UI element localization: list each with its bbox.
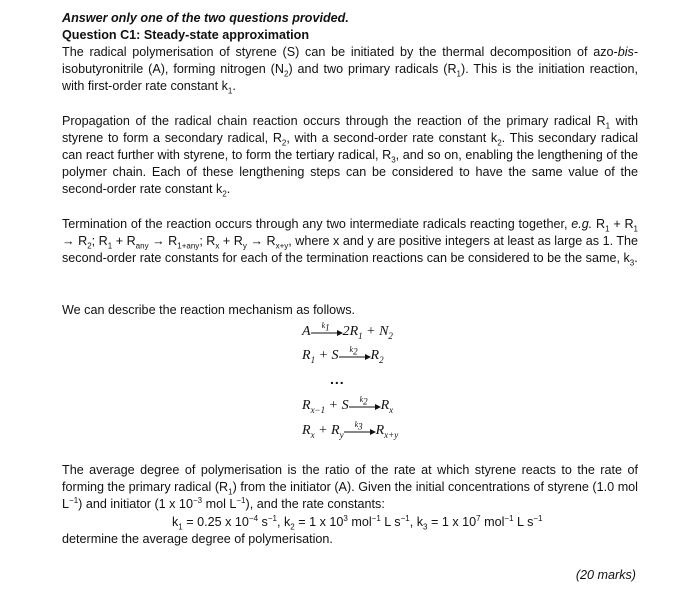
ellipsis: ... [330,371,345,387]
arrow-icon: $k_3$ [344,425,376,437]
equation-propagation-1: $R_1 + S$ $k_2$ $R_2$ [302,344,384,365]
rate-constants: $k_1 = 0.25$ x $10^{-4}$ $s^{-1}$, $k_2 = 1$ x $10^3$ mol$^{-1}$ L $s^{-1}$, $k_3 = 1$ x $10^7$ mol$^{-1}$ L $s^{-1}$ [172,513,543,532]
question-paragraph: The average degree of polymerisation is the ratio of the rate at which styrene reacts to the rate of forming the primary radical $(R_1)$ from the initiator (A). Given the initial concentrations of styrene (1.0 mol $L^{-1}$) and initiator (1 x $10^{-3}$ mol $L^{-1}$), and the rate constants: [62,463,638,511]
arrow-icon: $k_1$ [311,326,343,338]
answer-note: Answer only one of the two questions provided. [62,11,349,25]
equation-termination: $R_x + R_y$ $k_3$ $R_{x+y}$ [302,419,399,440]
intro-paragraph: The radical polymerisation of styrene (S) can be initiated by the thermal decomposition of azo-bis-isobutyronitrile (A), forming nitrogen $(N_2)$ and two primary radicals $(R_1)$. This is the initiation reaction, with first-order rate constant $k_1$. [62,45,638,96]
question-title: Question C1: Steady-state approximation [62,28,310,42]
final-instruction: determine the average degree of polymerisation. [62,532,333,546]
marks-label: (20 marks) [575,568,636,582]
termination-paragraph: Termination of the reaction occurs through any two intermediate radicals reacting together, e.g. $R_1 + R_1 \to R_2$; $R_1 + R_{any} \to R_{1+any}$; $R_x + R_y \to R_{x+y}$, where x and y are positive integers at least as large as 1. The second-order rate constants for each of the termination reactions can be considered to be the same, $k_3$. [62,217,639,268]
equation-propagation-x: $R_{x-1} + S$ $k_2$ $R_x$ [302,394,394,415]
header [62,10,638,95]
mechanism-intro: We can describe the reaction mechanism as follows. [62,303,356,317]
arrow-icon: $k_2$ [339,350,371,362]
equation-initiation: A $k_1$ $2R_1 + N_2$ [302,320,393,341]
arrow-icon: $k_2$ [349,400,381,412]
propagation-paragraph: Propagation of the radical chain reaction occurs through the reaction of the primary radical $R_1$ with styrene to form a secondary radical, $R_2$, with a second-order rate constant $k_2$. This secondary radical can react further with styrene, to form the tertiary radical, $R_3$, and so on, enabling the lengthening of the polymer chain. Each of these lengthening steps can be considered to have the same value of the second-order rate constant $k_2$. [62,114,639,199]
